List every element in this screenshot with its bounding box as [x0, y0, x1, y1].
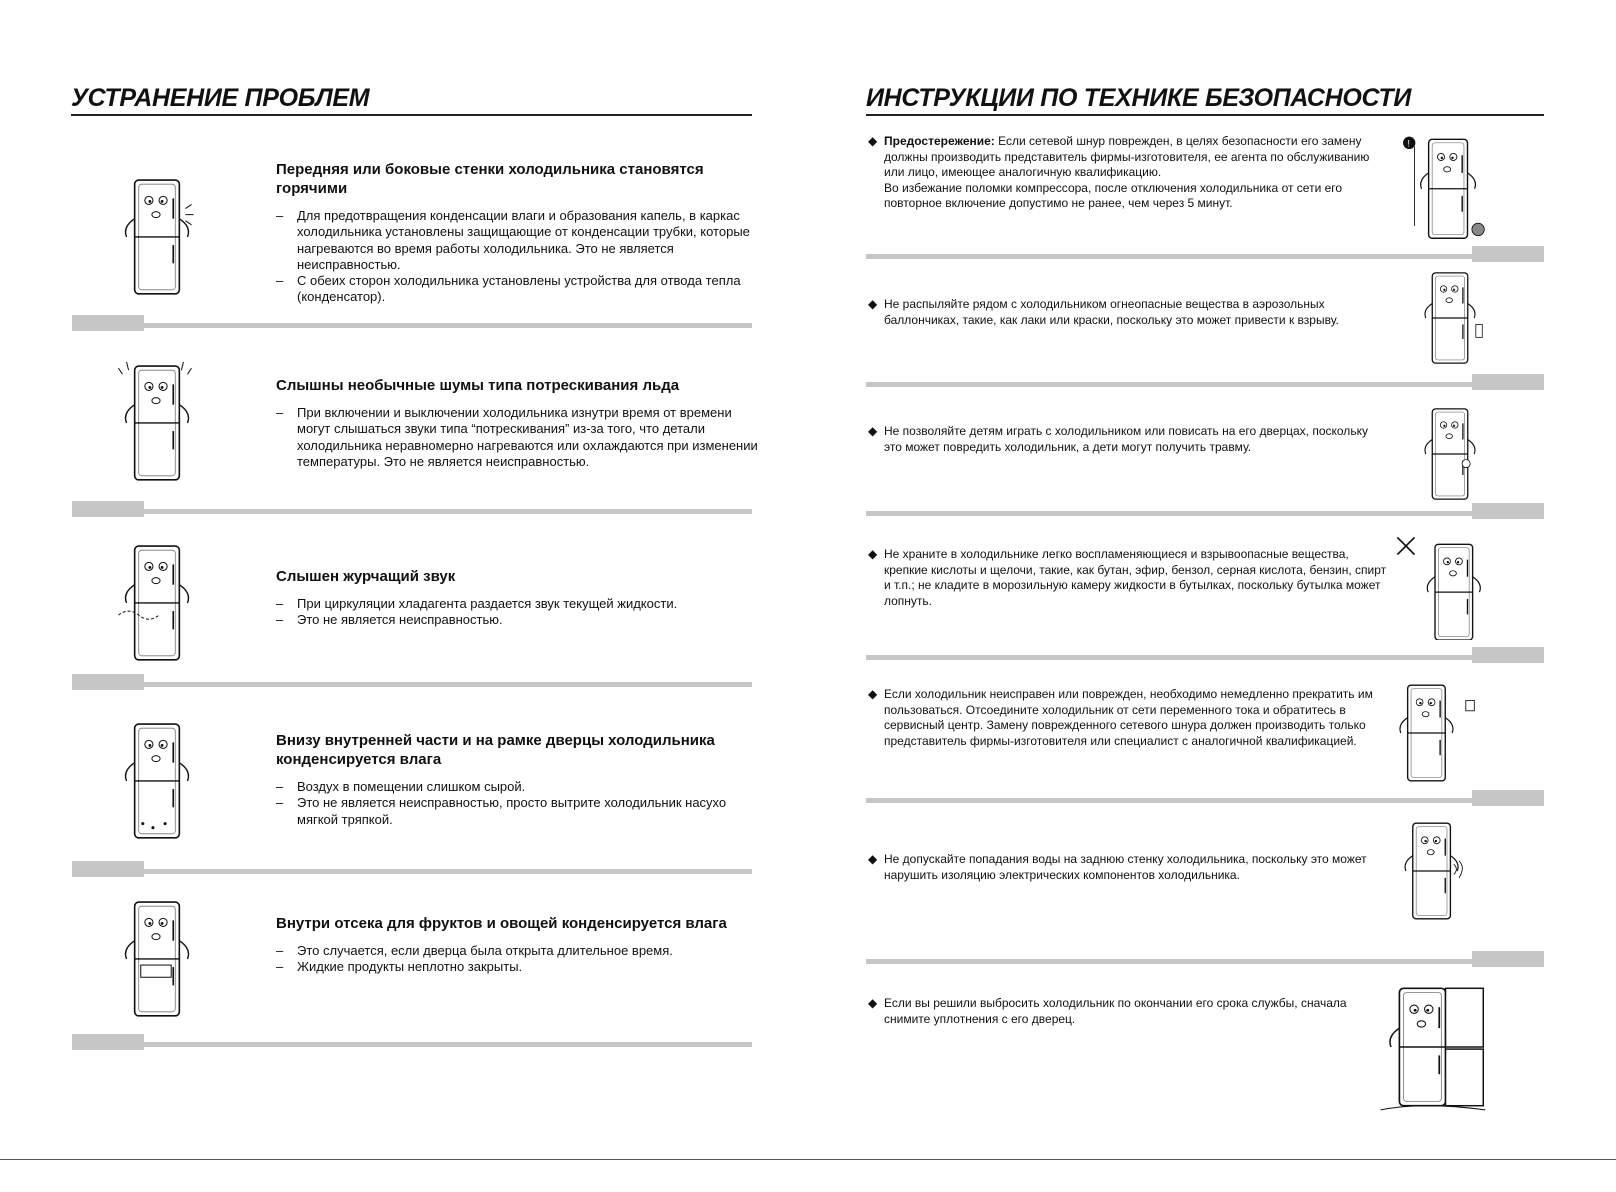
diamond-bullet-icon: ◆ [868, 687, 878, 701]
troubleshooting-title: УСТРАНЕНИЕ ПРОБЛЕМ [71, 84, 752, 116]
item-heading: Внутри отсека для фруктов и овощей конденсируется влага [276, 915, 727, 932]
section-divider [72, 1042, 752, 1047]
section-divider [866, 798, 1544, 803]
safety-item [868, 852, 1388, 883]
section-divider [72, 869, 752, 874]
item-bullet: – Это не является неисправностью, просто вытрите холодильник насухо мягкой тряпкой. [276, 795, 762, 828]
safety-item [868, 134, 1378, 212]
item-bullet: – Воздух в помещении слишком сырой. [276, 779, 762, 795]
safety-item [868, 297, 1388, 328]
item-bullet: – Это случается, если дверца была открыта длительное время. [276, 943, 762, 959]
fridge-hot-walls-icon [112, 174, 202, 304]
caution-label: Предостережение: [884, 134, 995, 148]
fridge-aerosol-icon [1408, 268, 1492, 368]
section-divider [866, 511, 1544, 516]
section-divider [866, 254, 1544, 259]
section-divider [72, 509, 752, 514]
item-bullet: – Это не является неисправностью. [276, 612, 762, 628]
troubleshooting-item [276, 731, 762, 828]
section-divider [866, 655, 1544, 660]
fridge-vegetable-drawer-icon [112, 896, 202, 1026]
safety-text: Не распыляйте рядом с холодильником огнеопасные вещества в аэрозольных баллончиках, такие, как лаки или краски, поскольку это может привести к взрыву. [884, 297, 1339, 327]
item-heading: Передняя или боковые стенки холодильника становятся горячими [276, 161, 704, 197]
troubleshooting-item [276, 160, 762, 306]
safety-text: Если вы решили выбросить холодильник по окончании его срока службы, сначала снимите уплотнения с его дверец. [884, 996, 1347, 1026]
safety-text: Во избежание поломки компрессора, после отключения холодильника от сети его повторное включение допустимо не ранее, чем через 5 минут. [884, 180, 1343, 210]
troubleshooting-item [276, 376, 762, 470]
diamond-bullet-icon: ◆ [868, 134, 878, 148]
fridge-gurgle-icon [112, 540, 202, 670]
fridge-flammable-icon [1380, 534, 1490, 640]
fridge-power-cord-icon [1386, 134, 1496, 240]
fridge-disposal-icon [1374, 982, 1494, 1112]
section-divider [72, 323, 752, 328]
diamond-bullet-icon: ◆ [868, 297, 878, 311]
fridge-noise-icon [112, 360, 202, 490]
fridge-child-icon [1408, 404, 1492, 504]
item-bullet: – Для предотвращения конденсации влаги и образования капель, в каркас холодильника установлены защищающие от конденсации трубки, которые нагреваются во время работы холодильника. Это не является неисправностью. [276, 208, 762, 273]
page-bottom-rule [0, 1159, 1616, 1160]
diamond-bullet-icon: ◆ [868, 996, 878, 1010]
fridge-condensation-icon [112, 718, 202, 848]
safety-item [868, 547, 1388, 609]
section-divider [866, 382, 1544, 387]
safety-title: ИНСТРУКЦИИ ПО ТЕХНИКЕ БЕЗОПАСНОСТИ [866, 84, 1544, 116]
safety-text: Если холодильник неисправен или поврежден, необходимо немедленно прекратить им пользоваться. Отсоедините холодильник от сети переменного тока и обратитесь в сервисный центр. Замену поврежденного сетевого шнура должен производить только представитель фирмы-изготовителя или специалист с аналогичной квалификацией. [884, 687, 1373, 748]
safety-item [868, 996, 1388, 1027]
fridge-water-icon [1380, 818, 1490, 924]
section-divider [72, 682, 752, 687]
safety-text: Если сетевой шнур поврежден, в целях безопасности его замену должны производить представитель фирмы-изготовителя, ее агента по обслуживанию или лицо, имеющее аналогичную квалификацию. [884, 134, 1370, 179]
item-heading: Слышны необычные шумы типа потрескивания льда [276, 377, 680, 394]
safety-text: Не храните в холодильнике легко воспламеняющиеся и взрывоопасные вещества, крепкие кислоты и щелочи, такие, как бутан, эфир, бензол, серная кислота, бензин, спирт и т.п.; не кладите в морозильную камеру жидкости в бутылках, поскольку бутылка может лопнуть. [884, 547, 1387, 608]
troubleshooting-item [276, 567, 762, 629]
diamond-bullet-icon: ◆ [868, 547, 878, 561]
item-bullet: – При циркуляции хладагента раздается звук текущей жидкости. [276, 596, 762, 612]
safety-text: Не допускайте попадания воды на заднюю стенку холодильника, поскольку это может нарушить изоляцию электрических компонентов холодильника. [884, 852, 1367, 882]
item-bullet: – При включении и выключении холодильника изнутри время от времени могут слышаться звуки типа “потрескивания” из-за того, что детали холодильника неравномерно нагреваются или охлаждаются при изменении температуры. Это не является неисправностью. [276, 405, 762, 470]
safety-item [868, 687, 1388, 749]
item-bullet: – Жидкие продукты неплотно закрыты. [276, 959, 762, 975]
item-bullet: – С обеих сторон холодильника установлены устройства для отвода тепла (конденсатор). [276, 273, 762, 306]
troubleshooting-item [276, 914, 762, 976]
safety-item [868, 424, 1388, 455]
section-divider [866, 959, 1544, 964]
diamond-bullet-icon: ◆ [868, 852, 878, 866]
diamond-bullet-icon: ◆ [868, 424, 878, 438]
safety-text: Не позволяйте детям играть с холодильником или повисать на его дверцах, поскольку это может повредить холодильник, а дети могут получить травму. [884, 424, 1368, 454]
item-heading: Внизу внутренней части и на рамке дверцы холодильника конденсируется влага [276, 732, 715, 768]
item-heading: Слышен журчащий звук [276, 568, 456, 585]
svg-text:!: ! [1407, 138, 1410, 149]
fridge-unplug-icon [1380, 680, 1490, 786]
